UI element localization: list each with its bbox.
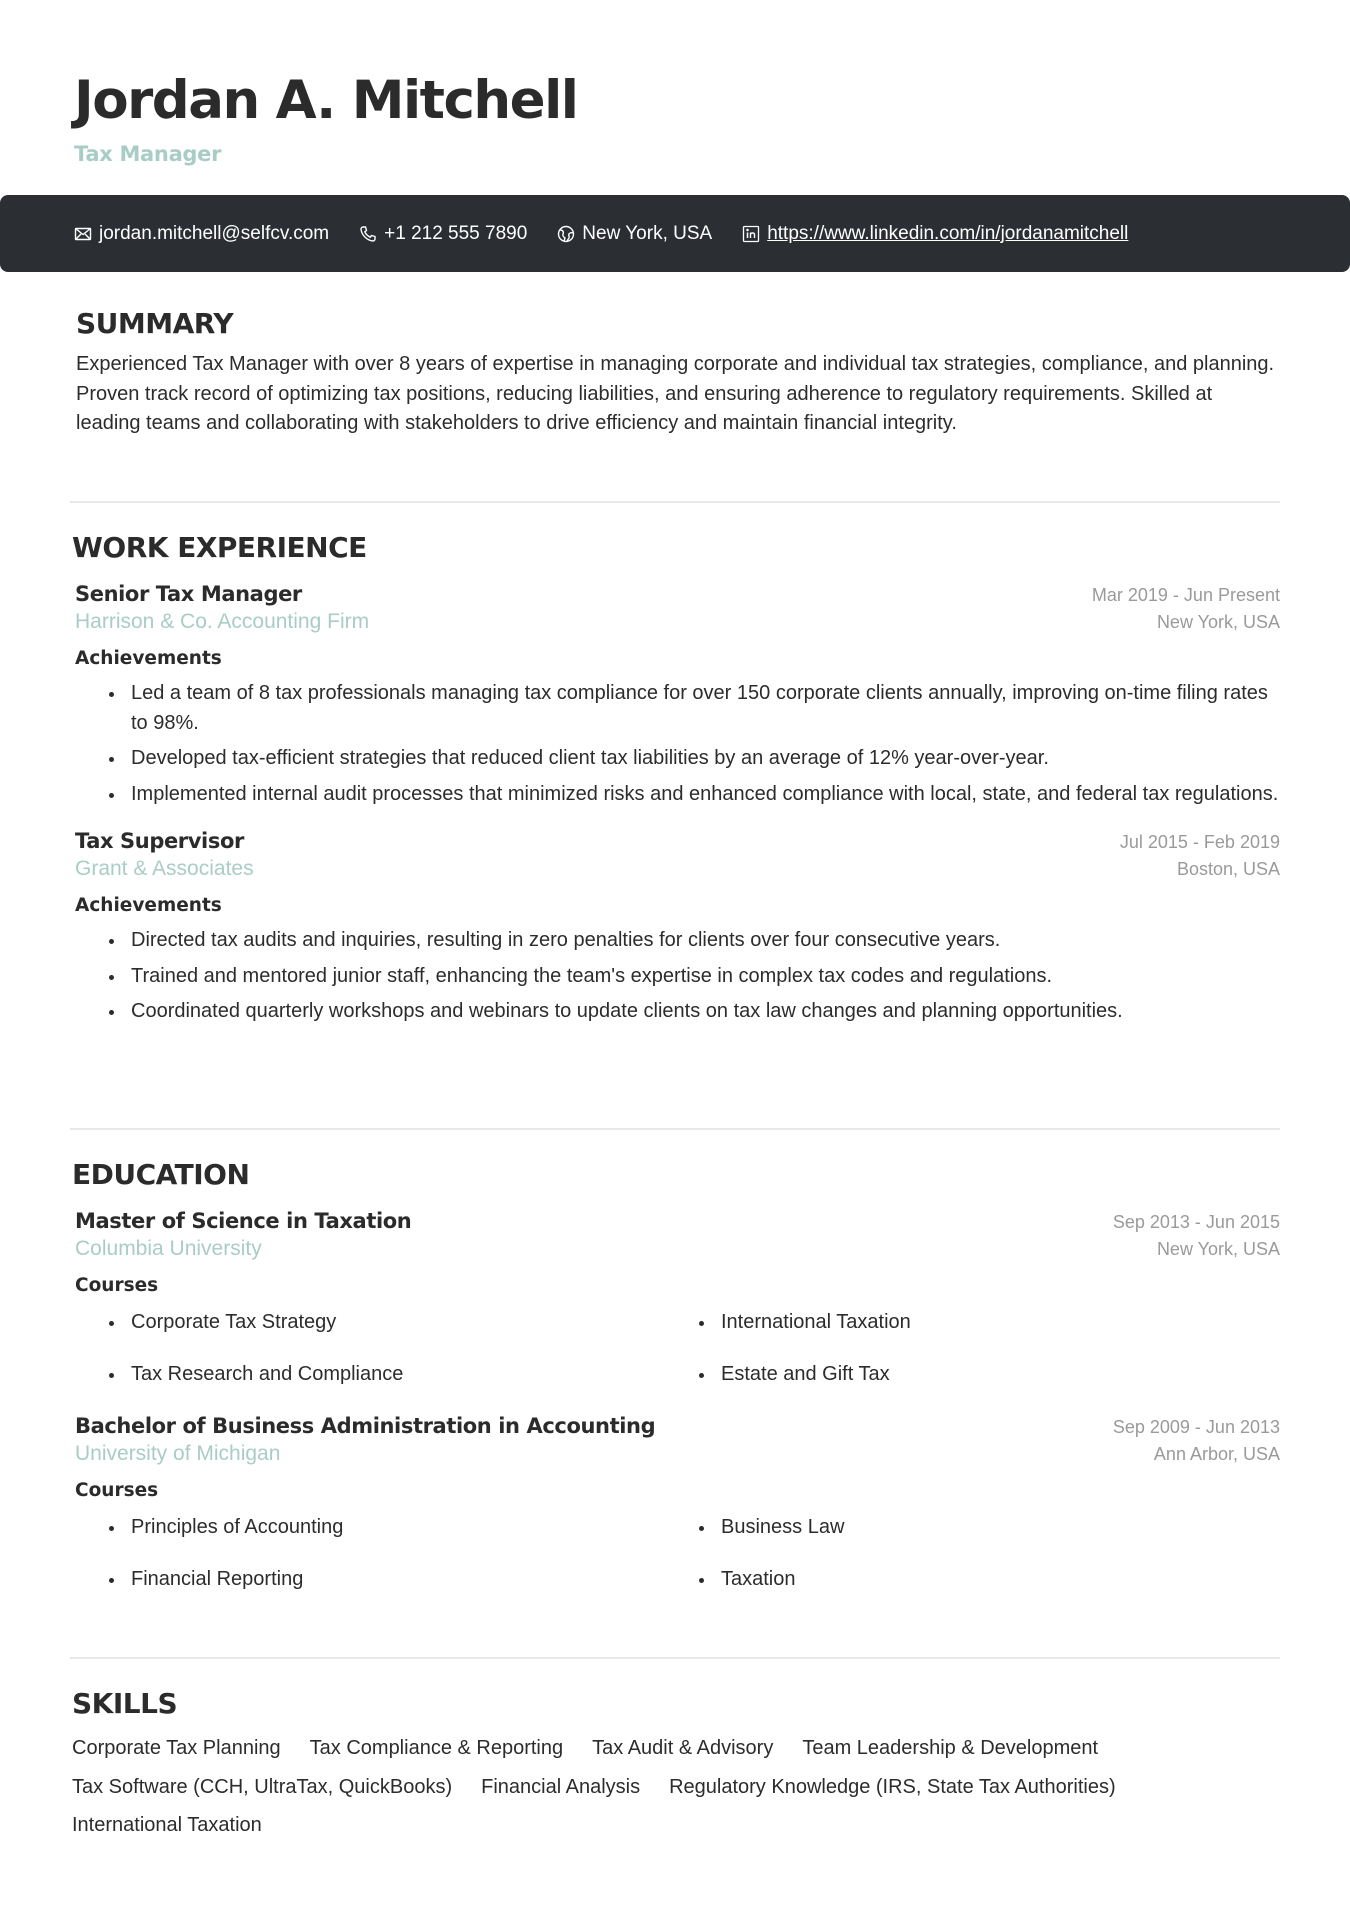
achievement-item: Implemented internal audit processes that minimized risks and enhanced compliance with local, state, and federal tax regulations. (105, 780, 1280, 810)
course-item: Corporate Tax Strategy (105, 1304, 695, 1356)
courses-list (75, 1304, 1280, 1408)
linkedin-icon (742, 225, 760, 243)
school-name: University of Michigan (75, 1442, 281, 1465)
achievements-label: Achievements (75, 648, 222, 669)
skill-item: Tax Software (CCH, UltraTax, QuickBooks) (72, 1775, 453, 1798)
contact-email[interactable] (74, 223, 329, 245)
phone-text[interactable]: +1 212 555 7890 (384, 222, 528, 244)
contact-location (557, 223, 712, 245)
skill-item: Corporate Tax Planning (72, 1737, 281, 1759)
achievement-item: Trained and mentored junior staff, enhancing the team's expertise in complex tax codes and regulations. (105, 962, 1280, 992)
education-heading: EDUCATION (72, 1158, 250, 1191)
work-experience-section (72, 530, 1280, 1033)
resume-header (74, 68, 577, 166)
skill-item: International Taxation (72, 1814, 262, 1836)
job-date: Mar 2019 - Jun Present (1091, 585, 1280, 605)
school-location: New York, USA (1156, 1239, 1280, 1259)
education-entry (72, 1414, 1280, 1613)
education-section (72, 1157, 1280, 1613)
section-divider (70, 1657, 1280, 1659)
skill-item: Tax Audit & Advisory (592, 1737, 774, 1759)
section-divider (70, 1128, 1280, 1130)
course-item: International Taxation (695, 1304, 1285, 1356)
linkedin-link[interactable]: https://www.linkedin.com/in/jordanamitchell (767, 222, 1129, 244)
skill-item: Regulatory Knowledge (IRS, State Tax Authorities) (669, 1775, 1116, 1798)
skills-list (72, 1734, 1272, 1841)
courses-label: Courses (75, 1275, 159, 1296)
skill-item: Tax Compliance & Reporting (309, 1737, 564, 1759)
course-item: Estate and Gift Tax (695, 1356, 1285, 1408)
summary-heading: SUMMARY (76, 307, 234, 340)
achievement-item: Led a team of 8 tax professionals managing tax compliance for over 150 corporate clients annually, improving on-time filing rates to 98%. (105, 679, 1280, 738)
degree-name: Master of Science in Taxation (75, 1209, 412, 1233)
achievements-list (75, 926, 1280, 1027)
job-company: Harrison & Co. Accounting Firm (75, 610, 370, 633)
achievements-label: Achievements (75, 895, 222, 916)
location-text: New York, USA (582, 222, 713, 244)
job-role: Tax Supervisor (75, 829, 244, 853)
degree-date: Sep 2013 - Jun 2015 (1112, 1212, 1280, 1232)
degree-name: Bachelor of Business Administration in Accounting (75, 1414, 656, 1438)
course-item: Tax Research and Compliance (105, 1356, 695, 1408)
course-item: Business Law (695, 1509, 1285, 1561)
courses-list (75, 1509, 1280, 1613)
achievement-item: Coordinated quarterly workshops and webinars to update clients on tax law changes and planning opportunities. (105, 997, 1280, 1027)
school-location: Ann Arbor, USA (1153, 1444, 1280, 1464)
job-role: Senior Tax Manager (75, 582, 302, 606)
summary-text: Experienced Tax Manager with over 8 years of expertise in managing corporate and individual tax strategies, compliance, and planning. Proven track record of optimizing tax positions, reducing liabilities, and ensuring adherence to regulatory requirements. Skilled at leading teams and collaborating with stakeholders to drive efficiency and maintain financial integrity. (76, 353, 1275, 434)
achievements-list (75, 679, 1280, 809)
section-divider (70, 501, 1280, 503)
summary-section (72, 306, 1280, 439)
work-experience-heading: WORK EXPERIENCE (72, 531, 367, 564)
achievement-item: Directed tax audits and inquiries, resulting in zero penalties for clients over four consecutive years. (105, 926, 1280, 956)
contact-bar (0, 195, 1350, 272)
courses-label: Courses (75, 1480, 159, 1501)
skill-item: Financial Analysis (481, 1775, 641, 1798)
job-entry (72, 829, 1280, 1027)
phone-icon (359, 225, 377, 243)
globe-icon (557, 225, 575, 243)
job-location: New York, USA (1156, 612, 1280, 632)
skills-section (72, 1686, 1280, 1841)
candidate-name: Jordan A. Mitchell (74, 70, 578, 131)
job-location: Boston, USA (1176, 859, 1280, 879)
job-company: Grant & Associates (75, 857, 254, 880)
skill-item: Team Leadership & Development (802, 1737, 1099, 1759)
envelope-icon (74, 225, 92, 243)
job-date: Jul 2015 - Feb 2019 (1119, 832, 1280, 852)
skills-heading: SKILLS (72, 1687, 178, 1720)
contact-phone[interactable] (359, 223, 527, 245)
candidate-title: Tax Manager (74, 142, 222, 166)
school-name: Columbia University (75, 1237, 262, 1260)
course-item: Principles of Accounting (105, 1509, 695, 1561)
education-entry (72, 1209, 1280, 1408)
email-text[interactable]: jordan.mitchell@selfcv.com (99, 222, 330, 244)
course-item: Financial Reporting (105, 1561, 695, 1613)
achievement-item: Developed tax-efficient strategies that reduced client tax liabilities by an average of 12% year-over-year. (105, 744, 1280, 774)
contact-linkedin[interactable] (742, 223, 1128, 245)
job-entry (72, 582, 1280, 809)
course-item: Taxation (695, 1561, 1285, 1613)
degree-date: Sep 2009 - Jun 2013 (1112, 1417, 1280, 1437)
